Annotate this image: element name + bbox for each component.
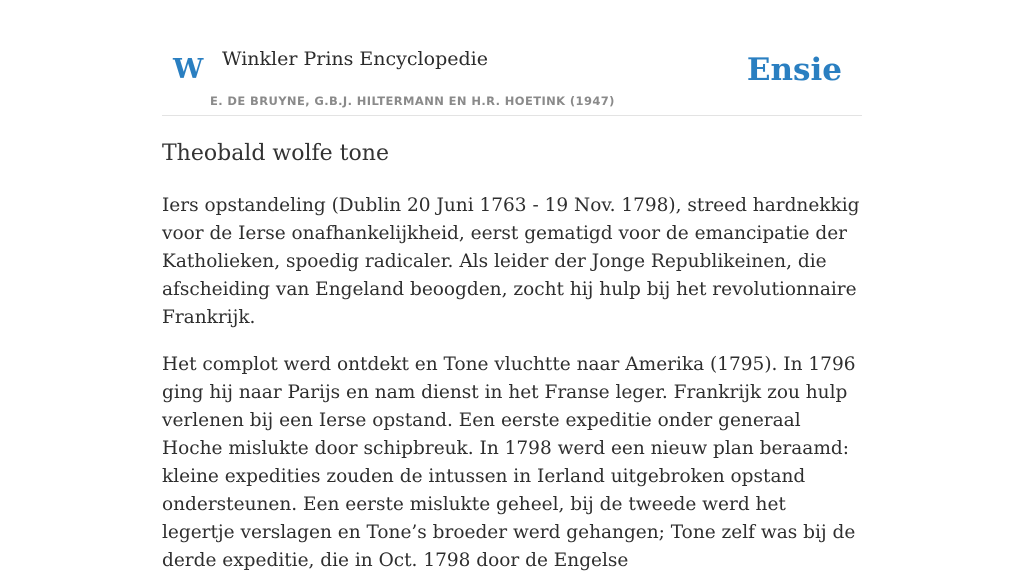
article-paragraph-1: Iers opstandeling (Dublin 20 Juni 1763 - 19 Nov. 1798), streed hardnekkig voor de Ierse onafhankelijkheid, eerst gematigd voor de emancipatie der Katholieken, spoedig radicaler. Als leider der Jonge Republikeinen, die afscheiding van Engeland beoogden, zocht hij hulp bij het revolutionnaire Frankrijk. bbox=[162, 195, 860, 328]
winkler-prins-logo-icon[interactable]: W bbox=[173, 54, 204, 85]
article-paragraph-2: Het complot werd ontdekt en Tone vluchtte naar Amerika (1795). In 1796 ging hij naar Parijs en nam dienst in het Franse leger. Frankrijk zou hulp verlenen bij een Ierse opstand. Een eerste expeditie onder generaal Hoche mislukte door schipbreuk. In 1798 werd een nieuw plan beraamd: kleine expedities zouden de intussen in Ierland uitgebroken opstand ondersteunen. Een eerste mislukte geheel, bij de tweede werd het legertje verslagen en Tone’s broeder werd gehangen; Tone zelf was bij de derde expeditie, die in Oct. 1798 door de Engelse bbox=[162, 354, 856, 571]
ensie-brand-logo[interactable]: Ensie bbox=[746, 52, 842, 88]
authors-credit: E. DE BRUYNE, G.B.J. HILTERMANN EN H.R. HOETINK (1947) bbox=[210, 94, 615, 108]
site-title-link[interactable]: Winkler Prins Encyclopedie bbox=[222, 48, 488, 70]
article-content bbox=[162, 136, 862, 575]
site-header bbox=[162, 30, 862, 116]
article-title: Theobald wolfe tone bbox=[162, 141, 389, 166]
